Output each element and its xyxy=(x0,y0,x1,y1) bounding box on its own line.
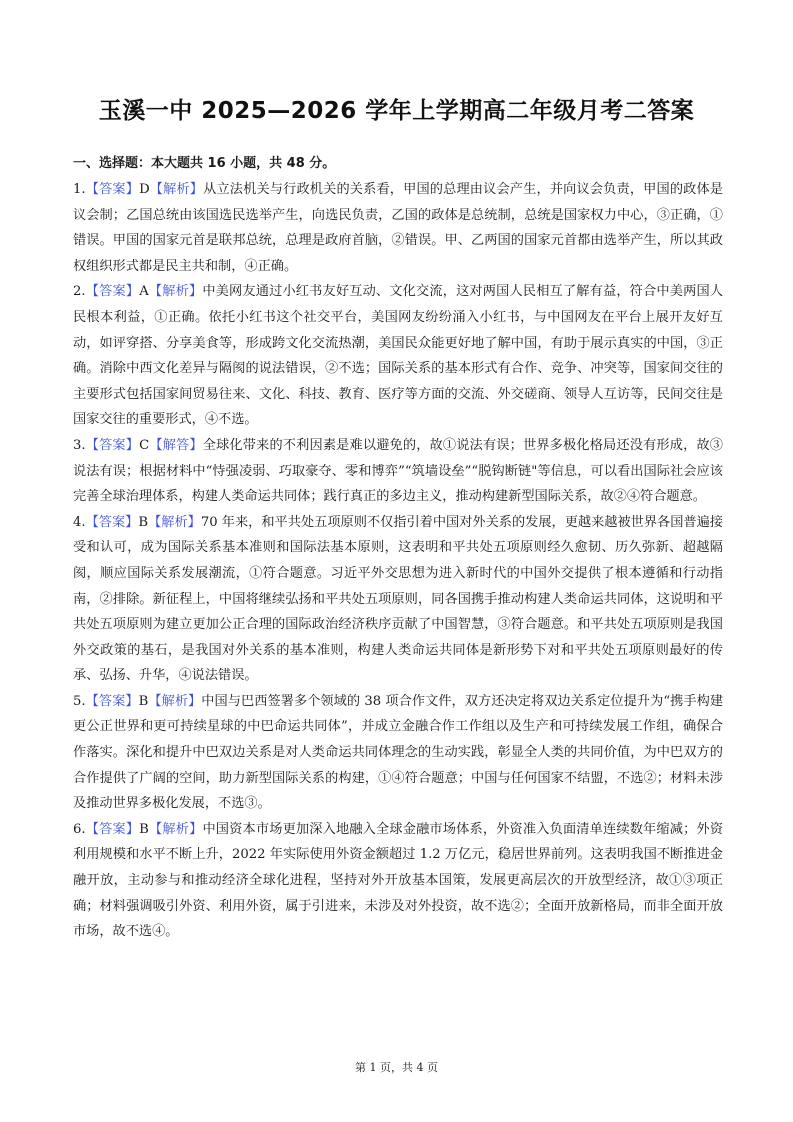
question-3 xyxy=(73,433,723,510)
analysis-text: 中国资本市场更加深入地融入全球金融市场体系，外资准入负面清单连续数年缩减；外资利用规模和水平不断上升，2022 年实际使用外资金额超过 1.2 万亿元，稳居世界前列。这表明我国不断推进金融开放，主动参与和推动经济全球化进程，坚持对外开放基本国策，发展更高层次的开放型经济，故①③项正确；材料强调吸引外资、利用外资，属于引进来，未涉及对外投资，故不选②；全面开放新格局，而非全面开放市场，故不选④。 xyxy=(73,821,724,940)
question-4 xyxy=(73,510,723,689)
answer-letter: C xyxy=(139,437,150,453)
answer-letter: A xyxy=(139,284,149,300)
analysis-tag: 【解析】 xyxy=(148,693,202,709)
answer-letter: B xyxy=(138,514,149,530)
analysis-tag: 【解析】 xyxy=(148,284,203,300)
answer-tag: 【答案】 xyxy=(85,182,140,197)
question-1 xyxy=(73,177,723,279)
analysis-tag: 【解答】 xyxy=(149,437,203,453)
answer-tag: 【答案】 xyxy=(85,514,139,530)
answer-letter: B xyxy=(138,693,149,709)
question-6 xyxy=(73,817,723,945)
answer-letter: B xyxy=(139,821,149,837)
question-5 xyxy=(73,689,723,817)
answer-tag: 【答案】 xyxy=(85,821,140,837)
document-title: 玉溪一中 2025—2026 学年上学期高二年级月考二答案 xyxy=(98,98,695,124)
answer-tag: 【答案】 xyxy=(85,437,140,453)
question-number: 4. xyxy=(73,514,86,530)
question-2 xyxy=(73,279,723,433)
question-number: 6. xyxy=(73,821,86,837)
page-footer: 第 1 页，共 4 页 xyxy=(355,1061,438,1074)
question-number: 3. xyxy=(73,437,86,453)
analysis-text: 70 年来，和平共处五项原则不仅指引着中国对外关系的发展，更越来越被世界各国普遍接受和认可，成为国际关系基本准则和国际法基本原则，这表明和平共处五项原则经久愈韧、历久弥新、超越隔阂，顺应国际关系发展潮流，①符合题意。习近平外交思想为进入新时代的中国外交提供了根本遵循和行动指南，②排除。新征程上，中国将继续弘扬和平共处五项原则，同各国携手推动构建人类命运共同体，这说明和平共处五项原则为建立更加公正合理的国际政治经济秩序贡献了中国智慧，③符合题意。和平共处五项原则是我国外交政策的基石，是我国对外关系的基本准则，构建人类命运共同体是新形势下对和平共处五项原则最好的传承、弘扬、升华，④说法错误。 xyxy=(73,514,723,684)
section-heading: 一、选择题：本大题共 16 小题，共 48 分。 xyxy=(73,156,336,171)
answer-letter: D xyxy=(139,182,150,197)
question-number: 5. xyxy=(73,693,86,709)
question-number: 1. xyxy=(73,182,86,197)
answer-content xyxy=(73,154,723,945)
analysis-tag: 【解析】 xyxy=(149,182,204,197)
question-number: 2. xyxy=(73,284,86,300)
analysis-text: 中国与巴西签署多个领域的 38 项合作文件，双方还决定将双边关系定位提升为“携手构建更公正世界和更可持续星球的中巴命运共同体”，并成立金融合作工作组以及生产和可持续发展工作组，确保合作落实。深化和提升中巴双边关系是对人类命运共同体理念的生动实践，彰显全人类的共同价值，为中巴双方的合作提供了广阔的空间，助力新型国际关系的构建，①④符合题意；中国与任何国家不结盟，不选②；材料未涉及推动世界多极化发展，不选③。 xyxy=(73,693,724,812)
answer-tag: 【答案】 xyxy=(85,693,139,709)
analysis-text: 全球化带来的不利因素是难以避免的，故①说法有误；世界多极化格局还没有形成，故③说法有误；根据材料中“恃强凌弱、巧取豪夺、零和博弈”“筑墙设垒”“脱钩断链"等信息，可以看出国际社会应该完善全球治理体系，构建人类命运共同体；践行真正的多边主义，推动构建新型国际关系，故②④符合题意。 xyxy=(73,437,723,505)
analysis-text: 从立法机关与行政机关的关系看，甲国的总理由议会产生，并向议会负责，甲国的政体是议会制；乙国总统由该国选民选举产生，向选民负责，乙国的政体是总统制，总统是国家权力中心，③正确，①错误。甲国的国家元首是联邦总统，总理是政府首脑，②错误。甲、乙两国的国家元首都由选举产生，所以其政权组织形式都是民主共和制，④正确。 xyxy=(73,182,724,274)
analysis-tag: 【解析】 xyxy=(148,514,201,530)
analysis-text: 中美网友通过小红书友好互动、文化交流，这对两国人民相互了解有益，符合中美两国人民根本利益，①正确。依托小红书这个社交平台，美国网友纷纷涌入小红书，与中国网友在平台上展开友好互动，如评穿搭、分享美食等，形成跨文化交流热潮，美国民众能更好地了解中国，有助于展示真实的中国，③正确。消除中西文化差异与隔阂的说法错误，②不选；国际关系的基本形式有合作、竞争、冲突等，国家间交往的主要形式包括国家间贸易往来、文化、科技、教育、医疗等方面的交流、外交磋商、领导人互访等，民间交往是国家交往的重要形式，④不选。 xyxy=(73,284,724,428)
analysis-tag: 【解析】 xyxy=(148,821,203,837)
answer-tag: 【答案】 xyxy=(85,284,140,300)
